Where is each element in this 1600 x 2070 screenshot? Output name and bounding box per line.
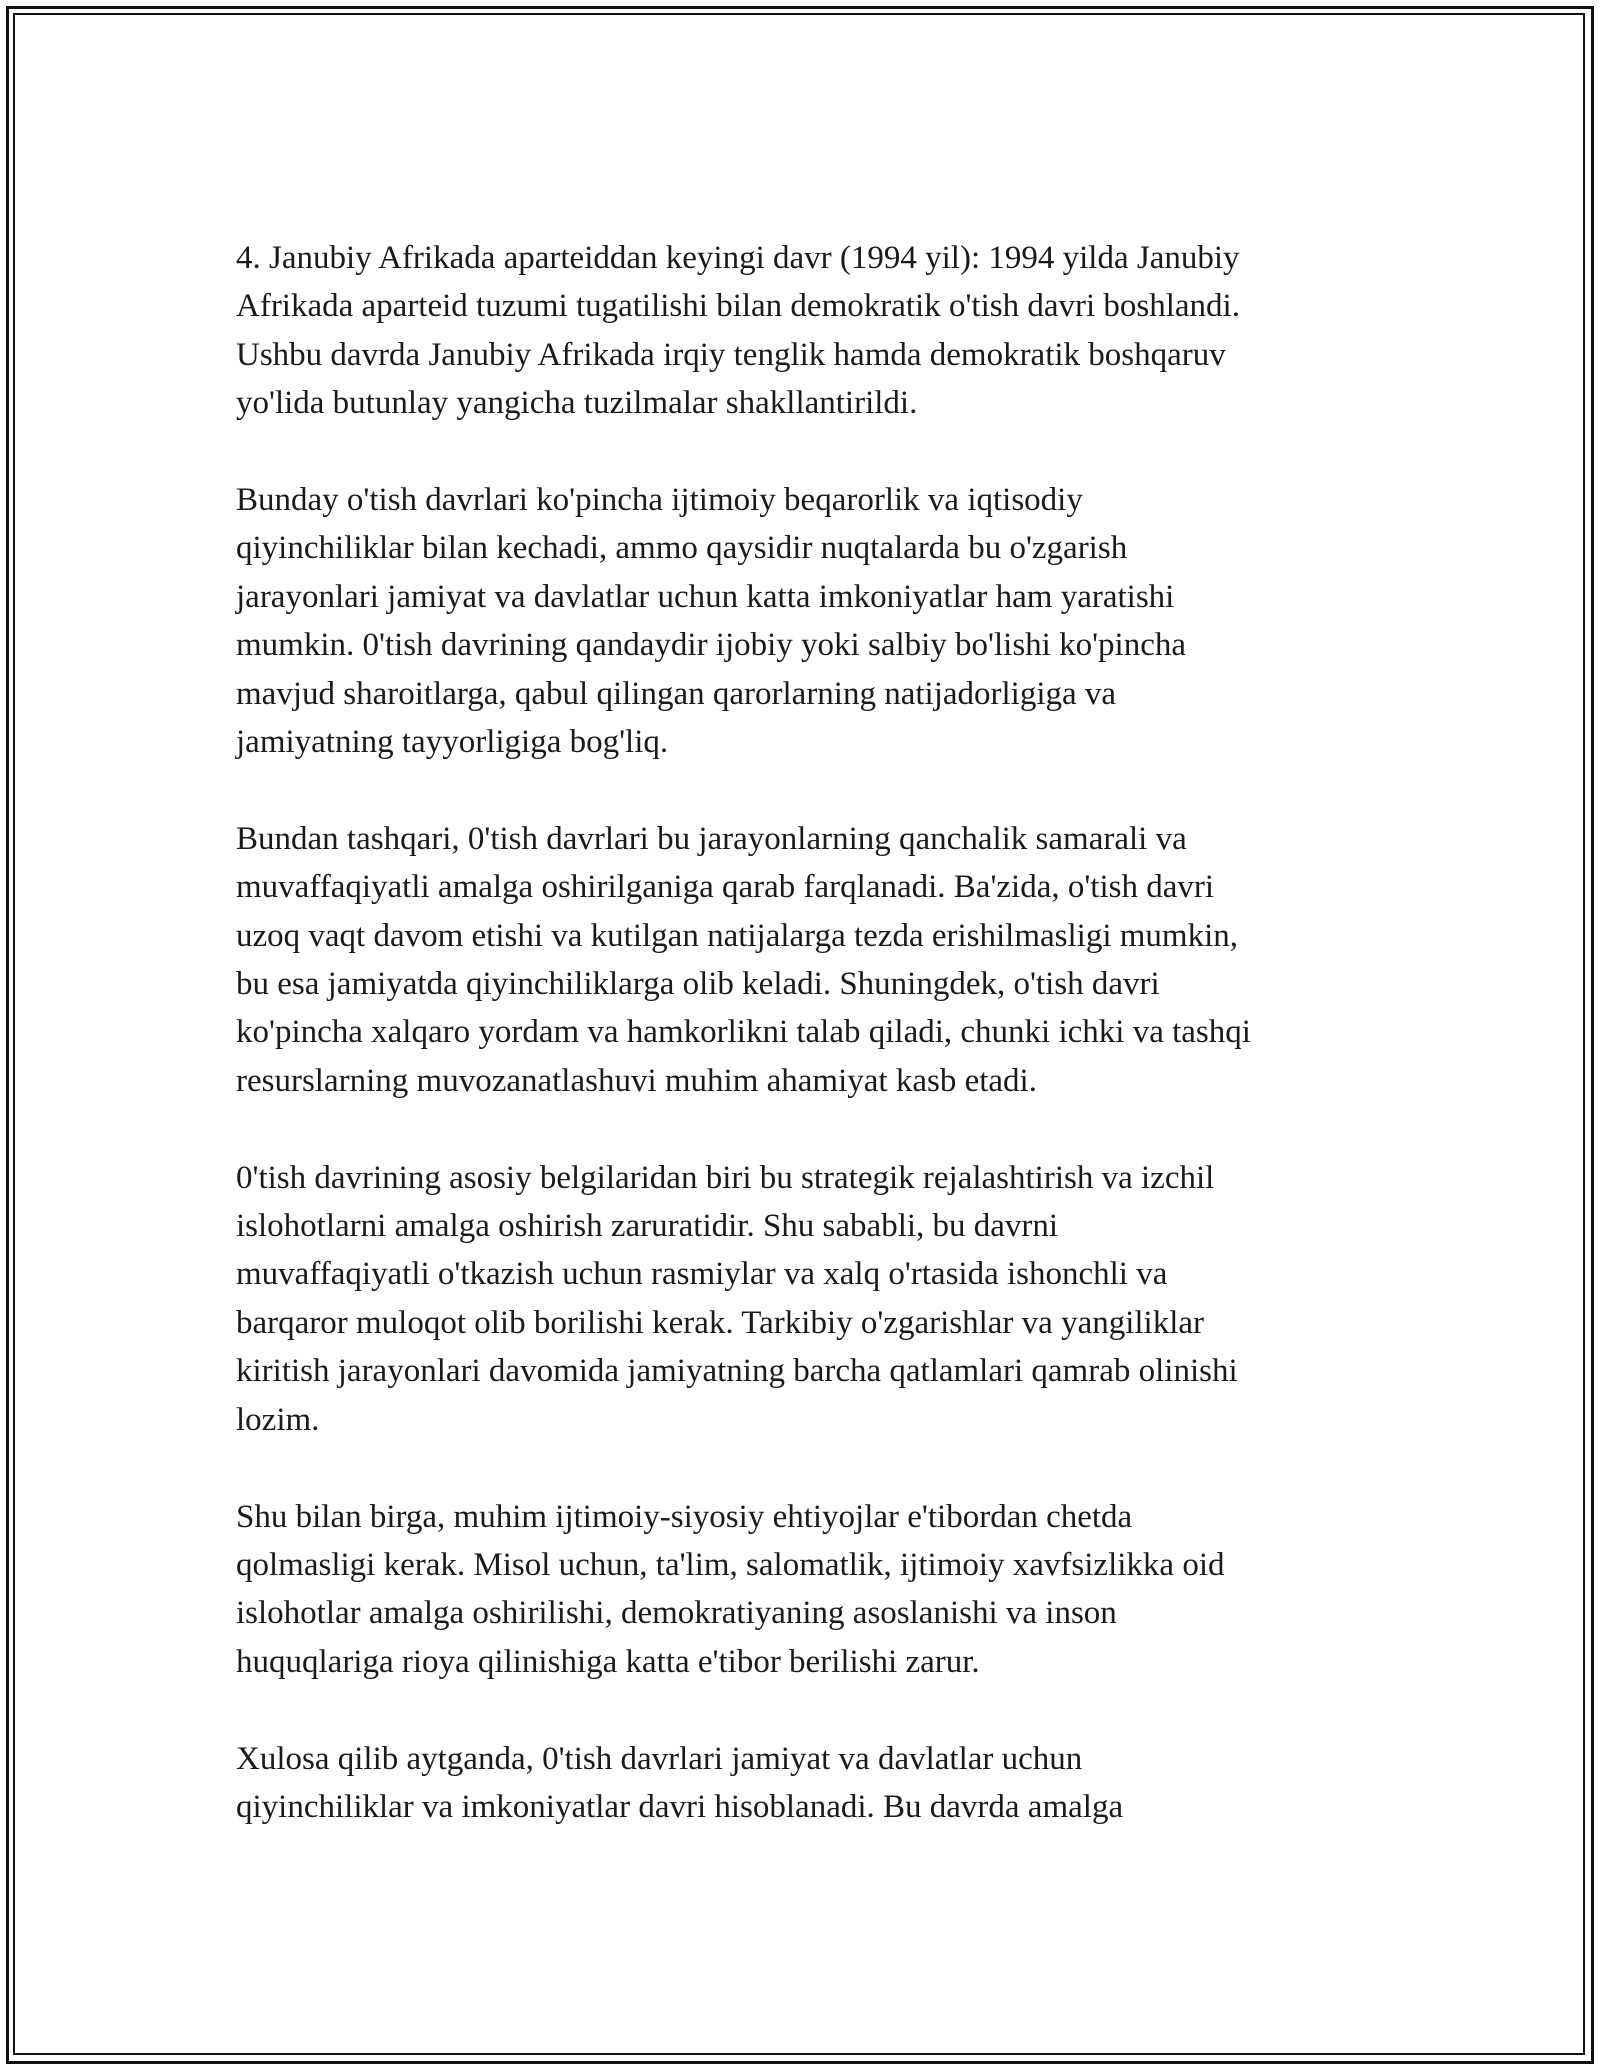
paragraph-south-africa: 4. Janubiy Afrikada aparteiddan keyingi davr (1994 yil): 1994 yilda Janubiy Afrikada aparteid tuzumi tugatilishi bilan demokratik o'tish davri boshlandi. Ushbu davrda Janubiy Afrikada irqiy tenglik hamda demokratik boshqaruv yo'lida butunlay yangicha tuzilmalar shakllantirildi. — [236, 240, 1240, 422]
document-body — [236, 234, 1376, 1831]
paragraph-social-needs: Shu bilan birga, muhim ijtimoiy-siyosiy ehtiyojlar e'tibordan chetda qolmasligi kerak. Misol uchun, ta'lim, salomatlik, ijtimoiy xavfsizlikka oid islohotlar amalga oshirilishi, demokratiyaning asoslanishi va inson huquqlariga rioya qilinishiga katta e'tibor berilishi zarur. — [236, 1498, 1225, 1680]
paragraph-transition-differences: Bundan tashqari, 0'tish davrlari bu jarayonlarning qanchalik samarali va muvaffaqiyatli amalga oshirilganiga qarab farqlanadi. Ba'zida, o'tish davri uzoq vaqt davom etishi va kutilgan natijalarga tezda erishilmasligi mumkin, bu esa jamiyatda qiyinchiliklarga olib keladi. Shuningdek, o'tish davri ko'pincha xalqaro yordam va hamkorlikni talab qiladi, chunki ichki va tashqi resurslarning muvozanatlashuvi muhim ahamiyat kasb etadi. — [236, 820, 1251, 1099]
paragraph-strategic-planning: 0'tish davrining asosiy belgilaridan biri bu strategik rejalashtirish va izchil islohotlarni amalga oshirish zaruratidir. Shu sababli, bu davrni muvaffaqiyatli o'tkazish uchun rasmiylar va xalq o'rtasida ishonchli va barqaror muloqot olib borilishi kerak. Tarkibiy o'zgarishlar va yangiliklar kiritish jarayonlari davomida jamiyatning barcha qatlamlari qamrab olinishi lozim. — [236, 1159, 1238, 1438]
paragraph-conclusion: Xulosa qilib aytganda, 0'tish davrlari jamiyat va davlatlar uchun qiyinchiliklar va imkoniyatlar davri hisoblanadi. Bu davrda amalga — [236, 1740, 1124, 1825]
paragraph-transition-challenges: Bunday o'tish davrlari ko'pincha ijtimoiy beqarorlik va iqtisodiy qiyinchiliklar bilan kechadi, ammo qaysidir nuqtalarda bu o'zgarish jarayonlari jamiyat va davlatlar uchun katta imkoniyatlar ham yaratishi mumkin. 0'tish davrining qandaydir ijobiy yoki salbiy bo'lishi ko'pincha mavjud sharoitlarga, qabul qilingan qarorlarning natijadorligiga va jamiyatning tayyorligiga bog'liq. — [236, 482, 1187, 761]
